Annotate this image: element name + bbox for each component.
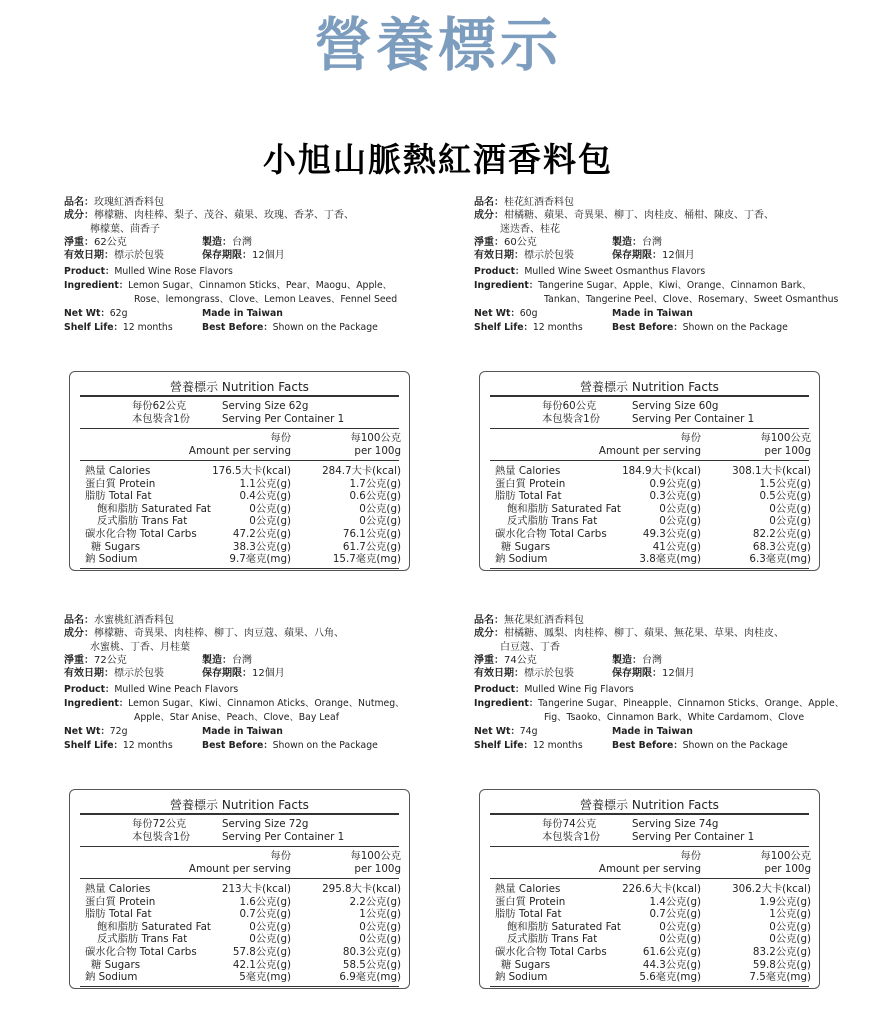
net-weight-en: 60g <box>519 307 538 319</box>
per-serving-sat-fat: 0公克(g) <box>249 920 291 933</box>
product-name-en: Mulled Wine Fig Flavors <box>524 684 634 696</box>
made-label: 製造： <box>612 654 642 666</box>
per-100g-sodium: 6.3毫克(mg) <box>749 553 811 566</box>
nutrient-label-sat-fat: 飽和脂肪 Saturated Fat <box>507 920 621 933</box>
product-panel <box>474 614 864 1009</box>
ingredient-en-label: Ingredient： <box>64 698 129 710</box>
per-serving-carbs: 49.3公克(g) <box>642 528 701 540</box>
expiry-label: 有效日期： <box>474 668 524 680</box>
product-en-label: Product： <box>474 266 525 278</box>
nutrient-label-trans-fat: 反式脂肪 Trans Fat <box>507 933 598 946</box>
nutrient-label-protein: 蛋白質 Protein <box>85 895 156 908</box>
ingredient-en-label: Ingredient： <box>474 280 539 292</box>
per-100g-header: per 100g <box>354 445 401 457</box>
amount-per-serving-header: Amount per serving <box>598 863 701 875</box>
nutrient-label-trans-fat: 反式脂肪 Trans Fat <box>97 515 188 528</box>
nutrition-facts-table <box>479 789 820 989</box>
product-name-zh: 桂花紅酒香料包 <box>504 197 574 208</box>
shelf-life-en: 12 months <box>122 739 173 751</box>
made-in-taiwan: Made in Taiwan <box>202 307 283 319</box>
per-serving-protein: 1.4公克(g) <box>649 895 701 908</box>
made-label: 製造： <box>612 236 642 248</box>
expiry-label: 有效日期： <box>64 668 114 680</box>
origin-zh: 台灣 <box>232 236 252 248</box>
nutrition-facts-header: 營養標示 Nutrition Facts <box>170 798 309 812</box>
weight-label: 淨重： <box>64 236 94 248</box>
product-name-zh: 無花果紅酒香料包 <box>504 615 584 626</box>
nutrition-facts-table <box>69 789 410 989</box>
expiry-zh: 標示於包裝 <box>524 668 574 680</box>
expiry-zh: 標示於包裝 <box>114 250 164 262</box>
nutrient-label-sugars: 糖 Sugars <box>91 540 141 553</box>
ingredients-en-line1: Lemon Sugar、Kiwi、Cinnamon Aticks、Orange、Nutmeg、 <box>128 698 405 710</box>
per-serving-zh-header: 每份 <box>680 850 701 862</box>
shelf-life-zh: 12個月 <box>662 250 695 262</box>
ingredients-zh-line2: 檸檬葉、茴香子 <box>90 223 160 235</box>
per-serving-fat: 0.4公克(g) <box>239 490 291 503</box>
nutrient-label-calories: 熱量 Calories <box>85 883 151 895</box>
per-serving-zh-header: 每份 <box>270 432 291 444</box>
per-serving-protein: 1.1公克(g) <box>239 477 291 490</box>
per-100g-calories: 295.8大卡(kcal) <box>322 883 401 895</box>
per-100g-fat: 0.6公克(g) <box>349 490 401 503</box>
weight-en-label: Net Wt： <box>64 307 110 319</box>
origin-zh: 台灣 <box>642 654 662 666</box>
nutrition-facts-table <box>69 371 410 571</box>
per-100g-sodium: 7.5毫克(mg) <box>749 971 811 984</box>
best-before-label: Best Before： <box>202 321 273 333</box>
product-panel <box>474 196 864 591</box>
amount-per-serving-header: Amount per serving <box>188 863 291 875</box>
per-100g-trans-fat: 0公克(g) <box>769 515 811 528</box>
per-100g-sugars: 59.8公克(g) <box>752 958 811 971</box>
ingredients-zh-line2: 白豆蔻、丁香 <box>500 641 560 653</box>
per-100g-zh-header: 每100公克 <box>350 432 401 444</box>
name-label: 品名： <box>64 615 94 626</box>
net-weight-zh: 74公克 <box>504 654 537 666</box>
per-100g-protein: 1.7公克(g) <box>349 477 401 490</box>
nutrient-label-protein: 蛋白質 Protein <box>495 477 566 490</box>
per-serving-protein: 1.6公克(g) <box>239 895 291 908</box>
serving-zh: 每份60公克 <box>542 400 597 412</box>
chinese-info <box>64 614 454 680</box>
ingredients-zh-line2: 迷迭香、桂花 <box>500 223 560 235</box>
per-serving-sugars: 42.1公克(g) <box>232 958 291 971</box>
per-serving-trans-fat: 0公克(g) <box>659 933 701 946</box>
nutrient-label-trans-fat: 反式脂肪 Trans Fat <box>97 933 188 946</box>
per-100g-carbs: 83.2公克(g) <box>752 946 811 958</box>
ingredient-en-label: Ingredient： <box>64 280 129 292</box>
chinese-info <box>474 196 864 262</box>
english-info <box>474 683 864 752</box>
per-serving-sugars: 41公克(g) <box>652 540 701 553</box>
serving-zh: 每份74公克 <box>542 818 597 830</box>
serving-size: Serving Size 74g <box>632 818 719 830</box>
per-serving-calories: 184.9大卡(kcal) <box>622 465 701 477</box>
nutrient-label-calories: 熱量 Calories <box>85 465 151 477</box>
per-serving-sugars: 38.3公克(g) <box>232 540 291 553</box>
nutrient-label-sugars: 糖 Sugars <box>91 958 141 971</box>
shelf-life-zh: 12個月 <box>662 668 695 680</box>
net-weight-en: 74g <box>519 725 538 737</box>
servings-per-container: Serving Per Container 1 <box>632 831 755 843</box>
per-100g-sugars: 58.5公克(g) <box>342 958 401 971</box>
per-100g-fat: 0.5公克(g) <box>759 490 811 503</box>
per-serving-calories: 176.5大卡(kcal) <box>212 465 291 477</box>
per-serving-sugars: 44.3公克(g) <box>642 958 701 971</box>
product-name-en: Mulled Wine Rose Flavors <box>114 266 233 278</box>
expiry-label: 有效日期： <box>64 250 114 262</box>
net-weight-en: 62g <box>109 307 128 319</box>
shelf-label: 保存期限： <box>202 668 252 680</box>
per-100g-header: per 100g <box>354 863 401 875</box>
ingredients-en-line2: Apple、Star Anise、Peach、Clove、Bay Leaf <box>134 712 339 724</box>
serving-zh: 每份62公克 <box>132 400 187 412</box>
per-serving-sat-fat: 0公克(g) <box>659 920 701 933</box>
expiry-zh: 標示於包裝 <box>524 250 574 262</box>
made-in-taiwan: Made in Taiwan <box>202 725 283 737</box>
per-100g-header: per 100g <box>764 863 811 875</box>
nutrient-label-sugars: 糖 Sugars <box>501 540 551 553</box>
ingredient-label: 成分： <box>474 210 504 222</box>
per-serving-sodium: 5.6毫克(mg) <box>639 971 701 984</box>
product-name-en: Mulled Wine Sweet Osmanthus Flavors <box>524 266 706 278</box>
product-name-zh: 玫瑰紅酒香料包 <box>94 197 164 208</box>
weight-label: 淨重： <box>474 654 504 666</box>
nutrient-label-fat: 脂肪 Total Fat <box>495 490 562 503</box>
per-serving-carbs: 47.2公克(g) <box>232 528 291 540</box>
per-100g-header: per 100g <box>764 445 811 457</box>
net-weight-zh: 62公克 <box>94 236 127 248</box>
origin-zh: 台灣 <box>232 654 252 666</box>
per-serving-sodium: 9.7毫克(mg) <box>229 553 291 566</box>
nutrient-label-carbs: 碳水化合物 Total Carbs <box>495 946 607 958</box>
ingredients-en-line2: Rose、lemongrass、Clove、Lemon Leaves、Fennel Seed <box>134 294 398 306</box>
product-en-label: Product： <box>64 266 115 278</box>
per-100g-fat: 1公克(g) <box>359 908 401 921</box>
per-100g-sat-fat: 0公克(g) <box>359 502 401 515</box>
per-100g-sodium: 15.7毫克(mg) <box>332 553 401 566</box>
nutrition-facts-header: 營養標示 Nutrition Facts <box>580 798 719 812</box>
nutrient-label-protein: 蛋白質 Protein <box>85 477 156 490</box>
per-100g-zh-header: 每100公克 <box>350 850 401 862</box>
container-zh: 本包裝含1份 <box>542 831 601 843</box>
shelf-life-zh: 12個月 <box>252 250 285 262</box>
per-100g-sodium: 6.9毫克(mg) <box>339 971 401 984</box>
per-serving-fat: 0.7公克(g) <box>649 908 701 921</box>
page-title: 營養標示 <box>313 11 562 79</box>
ingredient-en-label: Ingredient： <box>474 698 539 710</box>
per-100g-sugars: 61.7公克(g) <box>342 540 401 553</box>
per-100g-calories: 306.2大卡(kcal) <box>732 883 811 895</box>
shelf-label: 保存期限： <box>202 250 252 262</box>
per-100g-protein: 1.9公克(g) <box>759 895 811 908</box>
product-panel <box>64 614 454 1009</box>
per-serving-fat: 0.3公克(g) <box>649 490 701 503</box>
net-weight-zh: 60公克 <box>504 236 537 248</box>
name-label: 品名： <box>474 197 504 208</box>
ingredients-zh-line2: 水蜜桃、丁香、月桂葉 <box>90 641 190 653</box>
nutrient-label-sodium: 鈉 Sodium <box>85 971 138 984</box>
nutrient-label-carbs: 碳水化合物 Total Carbs <box>85 946 197 958</box>
per-serving-sodium: 3.8毫克(mg) <box>639 553 701 566</box>
best-before-en: Shown on the Package <box>272 321 378 333</box>
per-serving-zh-header: 每份 <box>680 432 701 444</box>
per-100g-trans-fat: 0公克(g) <box>359 515 401 528</box>
shelf-en-label: Shelf Life： <box>64 321 123 333</box>
per-100g-trans-fat: 0公克(g) <box>769 933 811 946</box>
servings-per-container: Serving Per Container 1 <box>632 413 755 425</box>
per-100g-zh-header: 每100公克 <box>760 432 811 444</box>
per-serving-sat-fat: 0公克(g) <box>249 502 291 515</box>
per-100g-protein: 1.5公克(g) <box>759 477 811 490</box>
nutrition-facts-table <box>479 371 820 571</box>
shelf-en-label: Shelf Life： <box>64 739 123 751</box>
product-name-en: Mulled Wine Peach Flavors <box>114 684 239 696</box>
best-before-en: Shown on the Package <box>272 739 378 751</box>
expiry-label: 有效日期： <box>474 250 524 262</box>
best-before-label: Best Before： <box>612 739 683 751</box>
nutrient-label-fat: 脂肪 Total Fat <box>85 908 152 921</box>
nutrient-label-sat-fat: 飽和脂肪 Saturated Fat <box>507 502 621 515</box>
ingredients-en-line1: Tangerine Sugar、Apple、Kiwi、Orange、Cinnamon Bark、 <box>538 280 812 292</box>
nutrient-label-protein: 蛋白質 Protein <box>495 895 566 908</box>
per-serving-trans-fat: 0公克(g) <box>659 515 701 528</box>
per-serving-trans-fat: 0公克(g) <box>249 515 291 528</box>
shelf-label: 保存期限： <box>612 668 662 680</box>
servings-per-container: Serving Per Container 1 <box>222 413 345 425</box>
product-line-title: 小旭山脈熱紅酒香料包 <box>263 140 613 179</box>
per-100g-sugars: 68.3公克(g) <box>752 540 811 553</box>
ingredients-zh-line1: 檸檬糖、奇異果、肉桂棒、柳丁、肉豆蔻、蘋果、八角、 <box>94 628 344 640</box>
nutrient-label-calories: 熱量 Calories <box>495 883 561 895</box>
made-in-taiwan: Made in Taiwan <box>612 725 693 737</box>
product-en-label: Product： <box>474 684 525 696</box>
per-serving-sat-fat: 0公克(g) <box>659 502 701 515</box>
english-info <box>474 265 864 334</box>
shelf-label: 保存期限： <box>612 250 662 262</box>
container-zh: 本包裝含1份 <box>132 831 191 843</box>
nutrient-label-fat: 脂肪 Total Fat <box>495 908 562 921</box>
container-zh: 本包裝含1份 <box>542 413 601 425</box>
nutrient-label-calories: 熱量 Calories <box>495 465 561 477</box>
ingredient-label: 成分： <box>64 628 94 640</box>
ingredient-label: 成分： <box>474 628 504 640</box>
per-100g-sat-fat: 0公克(g) <box>359 920 401 933</box>
serving-size: Serving Size 72g <box>222 818 309 830</box>
per-serving-calories: 226.6大卡(kcal) <box>622 883 701 895</box>
nutrition-facts-header: 營養標示 Nutrition Facts <box>580 380 719 394</box>
made-label: 製造： <box>202 236 232 248</box>
per-serving-fat: 0.7公克(g) <box>239 908 291 921</box>
product-name-zh: 水蜜桃紅酒香料包 <box>94 615 174 626</box>
per-100g-protein: 2.2公克(g) <box>349 895 401 908</box>
per-serving-carbs: 61.6公克(g) <box>642 946 701 958</box>
best-before-en: Shown on the Package <box>682 739 788 751</box>
ingredients-zh-line1: 柑橘糖、蘋果、奇異果、柳丁、肉桂皮、桶柑、陳皮、丁香、 <box>504 210 774 222</box>
amount-per-serving-header: Amount per serving <box>188 445 291 457</box>
nutrient-label-sugars: 糖 Sugars <box>501 958 551 971</box>
shelf-en-label: Shelf Life： <box>474 321 533 333</box>
ingredient-label: 成分： <box>64 210 94 222</box>
nutrient-label-sodium: 鈉 Sodium <box>85 553 138 566</box>
ingredients-en-line2: Tankan、Tangerine Peel、Clove、Rosemary、Sweet Osmanthus <box>544 294 839 306</box>
shelf-en-label: Shelf Life： <box>474 739 533 751</box>
per-100g-trans-fat: 0公克(g) <box>359 933 401 946</box>
serving-size: Serving Size 62g <box>222 400 309 412</box>
per-100g-carbs: 82.2公克(g) <box>752 528 811 540</box>
weight-en-label: Net Wt： <box>474 725 520 737</box>
per-serving-protein: 0.9公克(g) <box>649 477 701 490</box>
made-label: 製造： <box>202 654 232 666</box>
nutrient-label-sodium: 鈉 Sodium <box>495 971 548 984</box>
servings-per-container: Serving Per Container 1 <box>222 831 345 843</box>
weight-en-label: Net Wt： <box>64 725 110 737</box>
name-label: 品名： <box>474 615 504 626</box>
nutrition-facts-header: 營養標示 Nutrition Facts <box>170 380 309 394</box>
best-before-label: Best Before： <box>202 739 273 751</box>
nutrient-label-carbs: 碳水化合物 Total Carbs <box>85 528 197 540</box>
per-100g-calories: 284.7大卡(kcal) <box>322 465 401 477</box>
per-100g-fat: 1公克(g) <box>769 908 811 921</box>
shelf-life-en: 12 months <box>532 739 583 751</box>
nutrient-label-sat-fat: 飽和脂肪 Saturated Fat <box>97 502 211 515</box>
nutrient-label-carbs: 碳水化合物 Total Carbs <box>495 528 607 540</box>
shelf-life-en: 12 months <box>532 321 583 333</box>
per-100g-carbs: 76.1公克(g) <box>342 528 401 540</box>
net-weight-en: 72g <box>109 725 128 737</box>
chinese-info <box>474 614 864 680</box>
english-info <box>64 683 454 752</box>
shelf-life-en: 12 months <box>122 321 173 333</box>
weight-label: 淨重： <box>64 654 94 666</box>
nutrient-label-sodium: 鈉 Sodium <box>495 553 548 566</box>
origin-zh: 台灣 <box>642 236 662 248</box>
nutrient-label-fat: 脂肪 Total Fat <box>85 490 152 503</box>
per-serving-trans-fat: 0公克(g) <box>249 933 291 946</box>
per-serving-sodium: 5毫克(mg) <box>239 971 291 984</box>
expiry-zh: 標示於包裝 <box>114 668 164 680</box>
shelf-life-zh: 12個月 <box>252 668 285 680</box>
english-info <box>64 265 454 334</box>
weight-en-label: Net Wt： <box>474 307 520 319</box>
per-100g-sat-fat: 0公克(g) <box>769 502 811 515</box>
ingredients-en-line2: Fig、Tsaoko、Cinnamon Bark、White Cardamom、Clove <box>544 712 805 724</box>
container-zh: 本包裝含1份 <box>132 413 191 425</box>
per-serving-calories: 213大卡(kcal) <box>221 883 291 895</box>
ingredients-zh-line1: 檸檬糖、肉桂棒、梨子、茂谷、蘋果、玫瑰、香茅、丁香、 <box>94 210 354 222</box>
net-weight-zh: 72公克 <box>94 654 127 666</box>
nutrient-label-trans-fat: 反式脂肪 Trans Fat <box>507 515 598 528</box>
product-panel <box>64 196 454 591</box>
serving-zh: 每份72公克 <box>132 818 187 830</box>
made-in-taiwan: Made in Taiwan <box>612 307 693 319</box>
serving-size: Serving Size 60g <box>632 400 719 412</box>
per-100g-zh-header: 每100公克 <box>760 850 811 862</box>
per-100g-calories: 308.1大卡(kcal) <box>732 465 811 477</box>
amount-per-serving-header: Amount per serving <box>598 445 701 457</box>
name-label: 品名： <box>64 197 94 208</box>
per-serving-carbs: 57.8公克(g) <box>232 946 291 958</box>
per-100g-carbs: 80.3公克(g) <box>342 946 401 958</box>
weight-label: 淨重： <box>474 236 504 248</box>
product-en-label: Product： <box>64 684 115 696</box>
ingredients-en-line1: Lemon Sugar、Cinnamon Sticks、Pear、Maogu、Apple、 <box>128 280 392 292</box>
per-serving-zh-header: 每份 <box>270 850 291 862</box>
ingredients-en-line1: Tangerine Sugar、Pineapple、Cinnamon Sticks、Orange、Apple、 <box>538 698 844 710</box>
best-before-en: Shown on the Package <box>682 321 788 333</box>
chinese-info <box>64 196 454 262</box>
per-100g-sat-fat: 0公克(g) <box>769 920 811 933</box>
best-before-label: Best Before： <box>612 321 683 333</box>
nutrient-label-sat-fat: 飽和脂肪 Saturated Fat <box>97 920 211 933</box>
ingredients-zh-line1: 柑橘糖、鳳梨、肉桂棒、柳丁、蘋果、無花果、草果、肉桂皮、 <box>504 628 784 640</box>
